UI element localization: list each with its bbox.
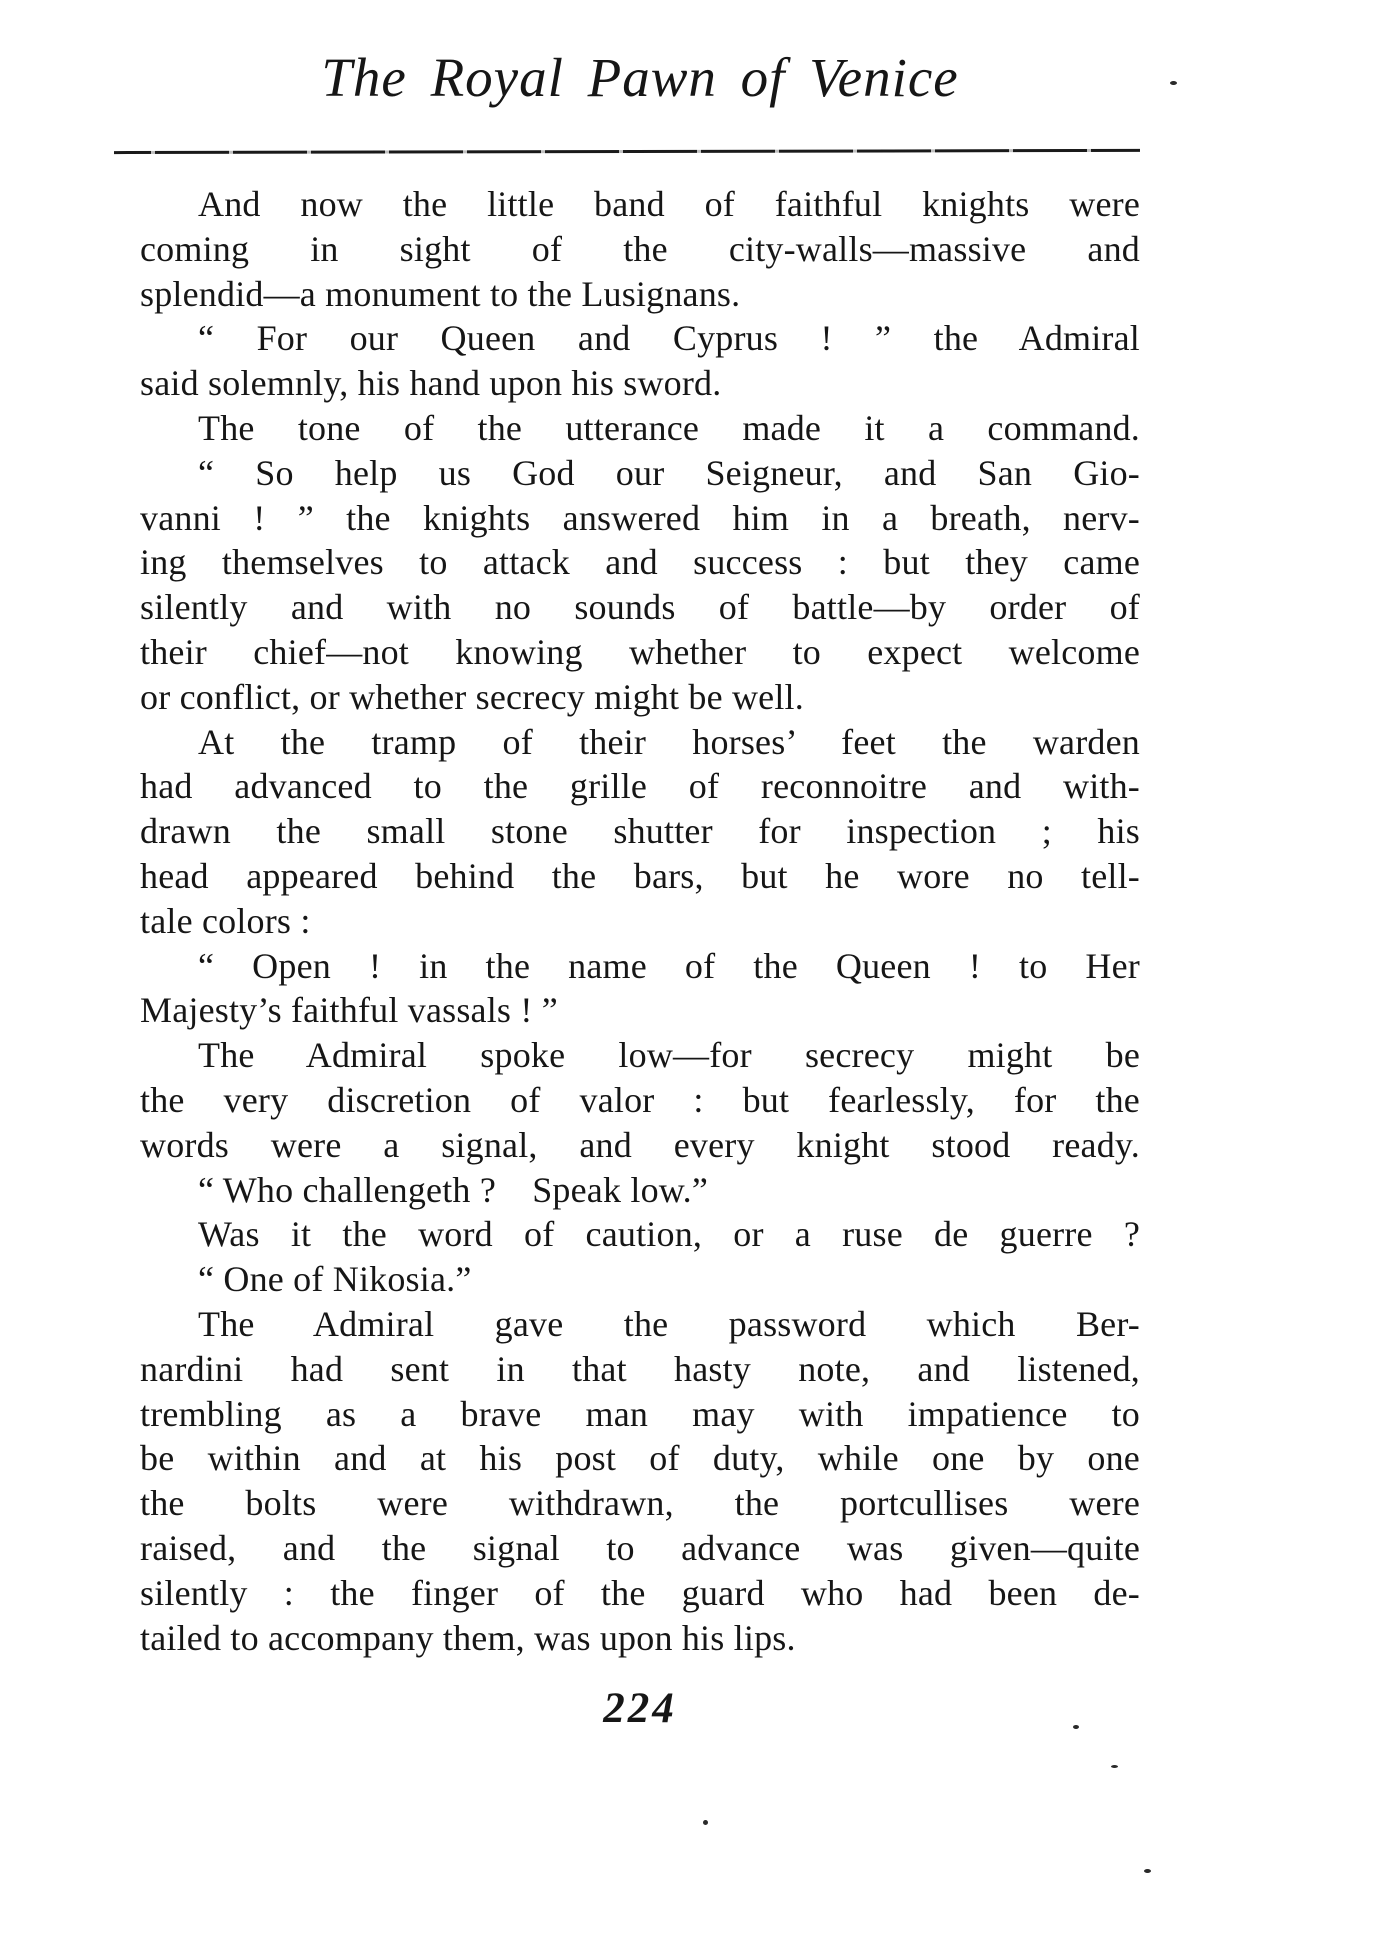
text-line: ing themselves to attack and success : but they came [140,542,1140,583]
text-line: “ Open ! in the name of the Queen ! to Her [198,945,1140,986]
text-line: The tone of the utterance made it a command. [198,407,1140,448]
text-line: the very discretion of valor : but fearlessly, for the [140,1079,1140,1120]
scan-speck [1111,1765,1118,1768]
text-line: their chief—not knowing whether to expect welcome [140,631,1140,672]
text-line: The Admiral spoke low—for secrecy might be [198,1035,1140,1076]
text-line: had advanced to the grille of reconnoitre and with- [140,766,1140,807]
text-line: raised, and the signal to advance was given—quite [140,1527,1140,1568]
text-line: And now the little band of faithful knights were [198,184,1140,224]
scan-speck [703,1820,708,1825]
scan-speck [1073,1725,1079,1729]
text-line: “ For our Queen and Cyprus ! ” the Admiral [198,318,1140,359]
header-divider [114,149,1140,154]
text-line: coming in sight of the city-walls—massive and [140,228,1140,269]
text-line: Majesty’s faithful vassals ! ” [140,990,558,1031]
page-number: 224 [603,1685,677,1732]
text-line: words were a signal, and every knight stood ready. [140,1124,1140,1165]
text-line: “ One of Nikosia.” [198,1259,472,1300]
scan-speck [1144,1869,1151,1873]
text-line: the bolts were withdrawn, the portcullises were [140,1483,1140,1524]
scan-speck [1170,81,1177,85]
text-line: silently and with no sounds of battle—by order of [140,587,1140,628]
text-line: nardini had sent in that hasty note, and listened, [140,1348,1140,1389]
page-title: The Royal Pawn of Venice [321,47,959,108]
text-line: drawn the small stone shutter for inspection ; his [140,811,1140,852]
text-line: head appeared behind the bars, but he wore no tell- [140,855,1140,896]
text-line: splendid—a monument to the Lusignans. [140,273,741,314]
text-line: Was it the word of caution, or a ruse de guerre ? [198,1214,1140,1255]
text-line: silently : the finger of the guard who had been de- [140,1572,1140,1613]
text-line: At the tramp of their horses’ feet the warden [198,721,1140,762]
text-line: “ So help us God our Seigneur, and San Gio- [198,452,1140,493]
text-line: vanni ! ” the knights answered him in a breath, nerv- [140,497,1140,538]
text-line: tailed to accompany them, was upon his lips. [140,1617,796,1658]
text-line: The Admiral gave the password which Ber- [198,1303,1140,1344]
text-line: trembling as a brave man may with impatience to [140,1393,1140,1434]
text-line: or conflict, or whether secrecy might be well. [140,676,804,717]
text-line: said solemnly, his hand upon his sword. [140,363,722,404]
text-line: tale colors : [140,900,311,941]
text-line: be within and at his post of duty, while one by one [140,1438,1140,1479]
body-text [140,182,1140,1660]
text-line: “ Who challengeth ? Speak low.” [198,1169,709,1210]
